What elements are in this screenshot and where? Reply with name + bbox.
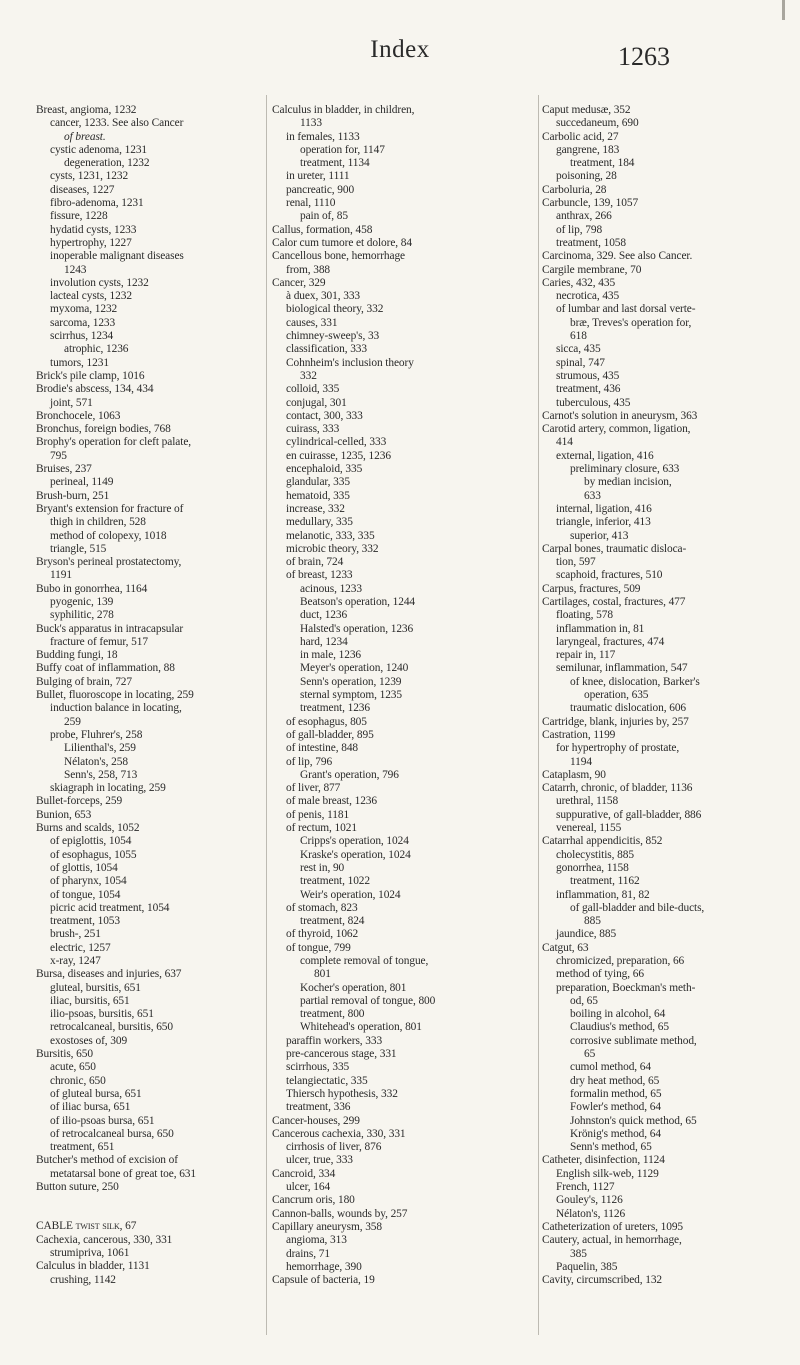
index-entry: brush-, 251 [50,928,101,941]
index-entry: joint, 571 [50,396,93,409]
index-entry: Catgut, 63 [542,941,589,954]
index-entry: inflammation in, 81 [556,622,645,635]
index-entry: scaphoid, fractures, 510 [556,569,663,582]
index-entry: fissure, 1228 [50,210,108,223]
index-entry: biological theory, 332 [286,303,384,316]
index-entry: treatment, 1162 [570,875,640,888]
index-entry: Brick's pile clamp, 1016 [36,369,145,382]
index-entry: Cartridge, blank, injuries by, 257 [542,715,689,728]
index-entry: acute, 650 [50,1061,96,1074]
index-entry: 1191 [50,569,72,582]
index-entry: diseases, 1227 [50,183,115,196]
index-entry: duct, 1236 [300,609,348,622]
index-entry: Cancer-houses, 299 [272,1114,360,1127]
index-entry: microbic theory, 332 [286,542,379,555]
index-entry: sternal symptom, 1235 [300,689,402,702]
index-entry: acinous, 1233 [300,582,362,595]
index-entry: degeneration, 1232 [64,157,150,170]
index-entry: superior, 413 [570,529,629,542]
index-entry: tuberculous, 435 [556,396,631,409]
index-entry: induction balance in locating, [50,702,182,715]
index-entry: Caries, 432, 435 [542,276,616,289]
index-entry: Bubo in gonorrhea, 1164 [36,582,148,595]
index-entry: Senn's method, 65 [570,1141,652,1154]
index-entry: for hypertrophy of prostate, [556,742,680,755]
index-entry: Lilienthal's, 259 [64,742,136,755]
index-entry: paraffin workers, 333 [286,1034,383,1047]
index-entry: x-ray, 1247 [50,955,101,967]
index-entry: exostoses of, 309 [50,1034,128,1047]
index-entry: Johnston's quick method, 65 [570,1114,697,1127]
index-entry: of esophagus, 805 [286,715,367,728]
index-entry: Cohnheim's inclusion theory [286,356,414,369]
index-entry: of retrocalcaneal bursa, 650 [50,1127,174,1140]
index-entry: contact, 300, 333 [286,409,363,422]
index-entry: Bryson's perineal prostatectomy, [36,556,182,569]
index-entry: probe, Fluhrer's, 258 [50,728,143,741]
index-entry: of knee, dislocation, Barker's [570,675,700,688]
index-entry: triangle, inferior, 413 [556,516,651,529]
index-entry: Cavity, circumscribed, 132 [542,1274,663,1287]
index-entry: Krönig's method, 64 [570,1127,661,1140]
index-entry: poisoning, 28 [556,170,617,183]
index-entry: renal, 1110 [286,197,336,210]
index-entry: Brophy's operation for cleft palate, [36,436,192,449]
index-entry: by median incision, [584,476,672,489]
index-entry: Cripps's operation, 1024 [300,835,409,848]
index-entry: Cancerous cachexia, 330, 331 [272,1127,406,1140]
index-entry: of male breast, 1236 [286,795,377,808]
index-entry: of gall-bladder and bile-ducts, [570,901,705,914]
index-entry: of ilio-psoas bursa, 651 [50,1114,155,1127]
index-entry: 332 [300,369,317,382]
index-entry: medullary, 335 [286,516,353,529]
index-entry: colloid, 335 [286,383,340,396]
index-entry: ulcer, true, 333 [286,1154,353,1167]
index-entry: strumipriva, 1061 [50,1246,130,1259]
index-entry: from, 388 [286,263,331,276]
index-entry: hematoid, 335 [286,489,350,502]
index-entry: 385 [570,1247,587,1260]
index-entry: Bronchus, foreign bodies, 768 [36,423,171,436]
column-divider [538,95,539,1335]
section-gap [36,1194,264,1220]
index-entry: 801 [314,968,331,981]
index-entry: treatment, 1022 [300,875,370,888]
index-entry: Paquelin, 385 [556,1260,618,1273]
index-entry: CABLE twist silk, 67 [36,1220,137,1233]
index-entry: hydatid cysts, 1233 [50,223,137,236]
index-entry: of lumbar and last dorsal verte- [556,303,696,316]
index-entry: of iliac bursa, 651 [50,1101,131,1114]
index-entry: Bunion, 653 [36,808,92,821]
index-entry: laryngeal, fractures, 474 [556,635,665,648]
index-entry: causes, 331 [286,316,338,329]
index-entry: Meyer's operation, 1240 [300,662,409,675]
index-entry: 414 [556,436,573,449]
page-title: Index [370,36,430,63]
index-entry: crushing, 1142 [50,1273,116,1286]
index-entry: English silk-web, 1129 [556,1167,659,1180]
index-entry: conjugal, 301 [286,396,347,409]
column-divider [266,95,267,1335]
index-entry: Buck's apparatus in intracapsular [36,622,184,635]
index-entry: Capillary aneurysm, 358 [272,1220,382,1233]
index-entry: iliac, bursitis, 651 [50,994,130,1007]
index-entry: operation, 635 [584,689,649,702]
index-entry: cylindrical-celled, 333 [286,436,387,449]
index-entry: method of colopexy, 1018 [50,529,167,542]
index-entry: drains, 71 [286,1247,330,1260]
index-entry: picric acid treatment, 1054 [50,901,170,914]
index-entry: in females, 1133 [286,130,360,143]
index-entry: Kraske's operation, 1024 [300,848,411,861]
index-entry: Catarrhal appendicitis, 852 [542,835,663,848]
index-entry: increase, 332 [286,502,345,515]
index-entry: Carotid artery, common, ligation, [542,423,691,436]
index-entry: lacteal cysts, 1232 [50,290,132,303]
index-entry: of liver, 877 [286,782,341,795]
index-entry: Buffy coat of inflammation, 88 [36,662,175,675]
index-entry: treatment, 1134 [300,157,370,170]
index-entry: corrosive sublimate method, [570,1034,697,1047]
index-entry: Bullet, fluoroscope in locating, 259 [36,689,194,702]
index-entry: of glottis, 1054 [50,861,118,874]
index-entry: bræ, Treves's operation for, [570,316,692,329]
index-entry: Bullet-forceps, 259 [36,795,123,808]
index-entry: tumors, 1231 [50,356,109,369]
index-entry: formalin method, 65 [570,1087,662,1100]
index-entry: Cautery, actual, in hemorrhage, [542,1234,682,1247]
index-entry: 795 [50,449,67,462]
index-entry: gangrene, 183 [556,143,620,156]
index-entry: Breast, angioma, 1232 [36,104,137,116]
index-entry: of lip, 798 [556,223,603,236]
index-entry: Bulging of brain, 727 [36,675,132,688]
index-entry: glandular, 335 [286,476,350,489]
index-entry: complete removal of tongue, [300,955,429,967]
index-entry: 1243 [64,263,87,276]
index-entry: treatment, 824 [300,915,365,928]
index-entry: operation for, 1147 [300,143,385,156]
index-entry: Carboluria, 28 [542,183,607,196]
index-entry: inoperable malignant diseases [50,250,184,263]
index-entry: jaundice, 885 [556,928,617,941]
index-entry: Bursa, diseases and injuries, 637 [36,968,182,981]
index-entry: cystic adenoma, 1231 [50,143,148,156]
index-entry: of thyroid, 1062 [286,928,359,941]
index-entry: scirrhus, 1234 [50,330,114,343]
index-entry: Cataplasm, 90 [542,768,606,781]
index-entry: strumous, 435 [556,369,620,382]
index-entry: treatment, 800 [300,1008,365,1021]
index-entry: Cancrum oris, 180 [272,1194,355,1207]
index-entry: hypertrophy, 1227 [50,236,132,249]
index-entry: preparation, Boeckman's meth- [556,981,696,994]
index-entry: triangle, 515 [50,542,107,555]
index-entry: of breast, 1233 [286,569,353,582]
index-entry: of pharynx, 1054 [50,875,127,888]
index-entry: pre-cancerous stage, 331 [286,1048,397,1061]
index-entry: classification, 333 [286,343,367,356]
index-entry: Catarrh, chronic, of bladder, 1136 [542,782,693,795]
index-entry: encephaloid, 335 [286,463,363,476]
index-entry: Nélaton's, 258 [64,755,128,768]
index-entry: Carbuncle, 139, 1057 [542,197,639,210]
page-header [0,36,800,76]
index-entry: of brain, 724 [286,556,344,569]
index-entry: Button suture, 250 [36,1181,119,1194]
index-entry: thigh in children, 528 [50,516,146,529]
index-entry: electric, 1257 [50,941,111,954]
index-entry: Cartilages, costal, fractures, 477 [542,595,686,608]
index-entry: of rectum, 1021 [286,822,357,835]
index-entry: treatment, 1053 [50,915,120,928]
index-entry: cancer, 1233. See also Cancer [50,117,184,130]
index-entry: rest in, 90 [300,861,345,874]
index-entry: Claudius's method, 65 [570,1021,669,1034]
index-entry: 1133 [300,117,322,130]
index-entry: cumol method, 64 [570,1061,651,1074]
index-entry: repair in, 117 [556,649,616,662]
index-entry: of penis, 1181 [286,808,350,821]
index-entry: hard, 1234 [300,635,348,648]
index-entry: of tongue, 1054 [50,888,121,901]
index-entry: perineal, 1149 [50,476,114,489]
index-entry: Cachexia, cancerous, 330, 331 [36,1233,173,1246]
index-entry: Bryant's extension for fracture of [36,502,184,515]
index-entry: venereal, 1155 [556,822,622,835]
index-entry: partial removal of tongue, 800 [300,994,436,1007]
index-entry: 618 [570,330,587,343]
index-column-1 [36,104,264,1287]
index-entry: treatment, 184 [570,157,635,170]
index-entry: internal, ligation, 416 [556,502,652,515]
index-entry: syphilitic, 278 [50,609,114,622]
index-entry: Callus, formation, 458 [272,223,373,236]
index-entry: tion, 597 [556,556,596,569]
page-edge-mark [782,0,785,20]
index-entry: Fowler's method, 64 [570,1101,661,1114]
index-entry: chimney-sweep's, 33 [286,330,380,343]
index-entry: treatment, 1236 [300,702,370,715]
index-entry: Cancroid, 334 [272,1167,336,1180]
index-entry: of epiglottis, 1054 [50,835,132,848]
index-entry: external, ligation, 416 [556,449,654,462]
index-entry: sarcoma, 1233 [50,316,116,329]
index-entry: od, 65 [570,994,598,1007]
index-entry: succedaneum, 690 [556,117,639,130]
index-entry: Senn's, 258, 713 [64,768,138,781]
index-entry: 633 [584,489,601,502]
index-entry: traumatic dislocation, 606 [570,702,687,715]
index-entry: telangiectatic, 335 [286,1074,368,1087]
index-entry: scirrhous, 335 [286,1061,350,1074]
index-entry: of esophagus, 1055 [50,848,137,861]
index-column-2 [272,104,534,1287]
index-entry: Castration, 1199 [542,728,616,741]
index-entry: cuirass, 333 [286,423,340,436]
index-entry: Bursitis, 650 [36,1048,93,1061]
index-entry: Whitehead's operation, 801 [300,1021,422,1034]
index-entry: of gall-bladder, 895 [286,728,374,741]
index-entry: chronic, 650 [50,1074,106,1087]
index-entry: Calculus in bladder, in children, [272,104,415,116]
index-entry: urethral, 1158 [556,795,619,808]
index-entry: angioma, 313 [286,1234,347,1247]
index-entry: Kocher's operation, 801 [300,981,407,994]
index-entry: Burns and scalds, 1052 [36,822,140,835]
index-entry: 259 [64,715,81,728]
index-column-3 [542,104,794,1287]
index-entry: spinal, 747 [556,356,605,369]
index-entry: Weir's operation, 1024 [300,888,401,901]
index-entry: Carpus, fractures, 509 [542,582,641,595]
index-entry: treatment, 651 [50,1141,115,1154]
index-entry: Brush-burn, 251 [36,489,110,502]
index-entry: 885 [584,915,601,928]
index-entry: method of tying, 66 [556,968,644,981]
index-entry: Thiersch hypothesis, 332 [286,1087,398,1100]
index-entry: atrophic, 1236 [64,343,129,356]
index-entry: Senn's operation, 1239 [300,675,402,688]
index-entry: sicca, 435 [556,343,601,356]
index-entry: hemorrhage, 390 [286,1260,362,1273]
index-entry: of gluteal bursa, 651 [50,1087,142,1100]
index-entry: in ureter, 1111 [286,170,350,183]
index-entry: preliminary closure, 633 [570,463,680,476]
index-entry: boiling in alcohol, 64 [570,1008,666,1021]
index-entry: Caput medusæ, 352 [542,104,631,116]
index-entry: dry heat method, 65 [570,1074,660,1087]
index-entry: involution cysts, 1232 [50,276,149,289]
index-entry: Cancellous bone, hemorrhage [272,250,405,263]
index-entry: Bruises, 237 [36,463,92,476]
index-entry: semilunar, inflammation, 547 [556,662,688,675]
index-entry: Carpal bones, traumatic disloca- [542,542,687,555]
index-entry: French, 1127 [556,1181,615,1194]
index-entry: skiagraph in locating, 259 [50,782,166,795]
index-entry: floating, 578 [556,609,613,622]
index-entry: Carnot's solution in aneurysm, 363 [542,409,698,422]
index-entry: Cancer, 329 [272,276,326,289]
index-entry: Calor cum tumore et dolore, 84 [272,236,412,249]
index-entry: Catheter, disinfection, 1124 [542,1154,665,1167]
index-entry: of tongue, 799 [286,941,351,954]
index-entry: pyogenic, 139 [50,595,114,608]
index-entry: 1194 [570,755,592,768]
index-entry: chromicized, preparation, 66 [556,955,685,967]
index-entry: cirrhosis of liver, 876 [286,1141,382,1154]
index-entry: anthrax, 266 [556,210,612,223]
index-entry: Bronchocele, 1063 [36,409,121,422]
index-entry: Carbolic acid, 27 [542,130,619,143]
index-entry: of lip, 796 [286,755,333,768]
index-entry: en cuirasse, 1235, 1236 [286,449,391,462]
index-entry: treatment, 1058 [556,236,626,249]
index-entry: of intestine, 848 [286,742,359,755]
index-entry: cysts, 1231, 1232 [50,170,129,183]
index-entry: Cannon-balls, wounds by, 257 [272,1207,408,1220]
index-entry: of stomach, 823 [286,901,358,914]
index-entry: Grant's operation, 796 [300,768,399,781]
index-entry: Cargile membrane, 70 [542,263,642,276]
index-entry: melanotic, 333, 335 [286,529,375,542]
index-entry: 65 [584,1048,596,1061]
index-entry: à duex, 301, 333 [286,290,361,303]
index-entry: in male, 1236 [300,649,362,662]
index-entry: Butcher's method of excision of [36,1154,178,1167]
index-entry: pain of, 85 [300,210,348,223]
index-entry: Capsule of bacteria, 19 [272,1274,375,1287]
index-entry: Catheterization of ureters, 1095 [542,1220,684,1233]
index-entry: gonorrhea, 1158 [556,861,629,874]
index-entry: ulcer, 164 [286,1181,331,1194]
index-entry: cholecystitis, 885 [556,848,634,861]
index-entry: gluteal, bursitis, 651 [50,981,141,994]
index-entry: of breast. [64,130,106,143]
index-entry: Brodie's abscess, 134, 434 [36,383,154,396]
index-entry: Carcinoma, 329. See also Cancer. [542,250,693,263]
index-entry: treatment, 436 [556,383,621,396]
index-entry: fracture of femur, 517 [50,635,148,648]
index-entry: necrotica, 435 [556,290,620,303]
index-entry: Budding fungi, 18 [36,649,118,662]
index-entry: ilio-psoas, bursitis, 651 [50,1008,154,1021]
index-entry: Calculus in bladder, 1131 [36,1260,150,1273]
index-entry: Beatson's operation, 1244 [300,595,416,608]
index-entry: retrocalcaneal, bursitis, 650 [50,1021,173,1034]
index-entry: pancreatic, 900 [286,183,355,196]
index-entry: fibro-adenoma, 1231 [50,197,144,210]
index-entry: metatarsal bone of great toe, 631 [50,1167,196,1180]
index-entry: treatment, 336 [286,1101,351,1114]
index-entry: myxoma, 1232 [50,303,118,316]
index-entry: Nélaton's, 1126 [556,1207,626,1220]
index-entry: Gouley's, 1126 [556,1194,623,1207]
page-number: 1263 [618,42,670,71]
index-entry: suppurative, of gall-bladder, 886 [556,808,702,821]
index-entry: inflammation, 81, 82 [556,888,650,901]
index-entry: Halsted's operation, 1236 [300,622,414,635]
